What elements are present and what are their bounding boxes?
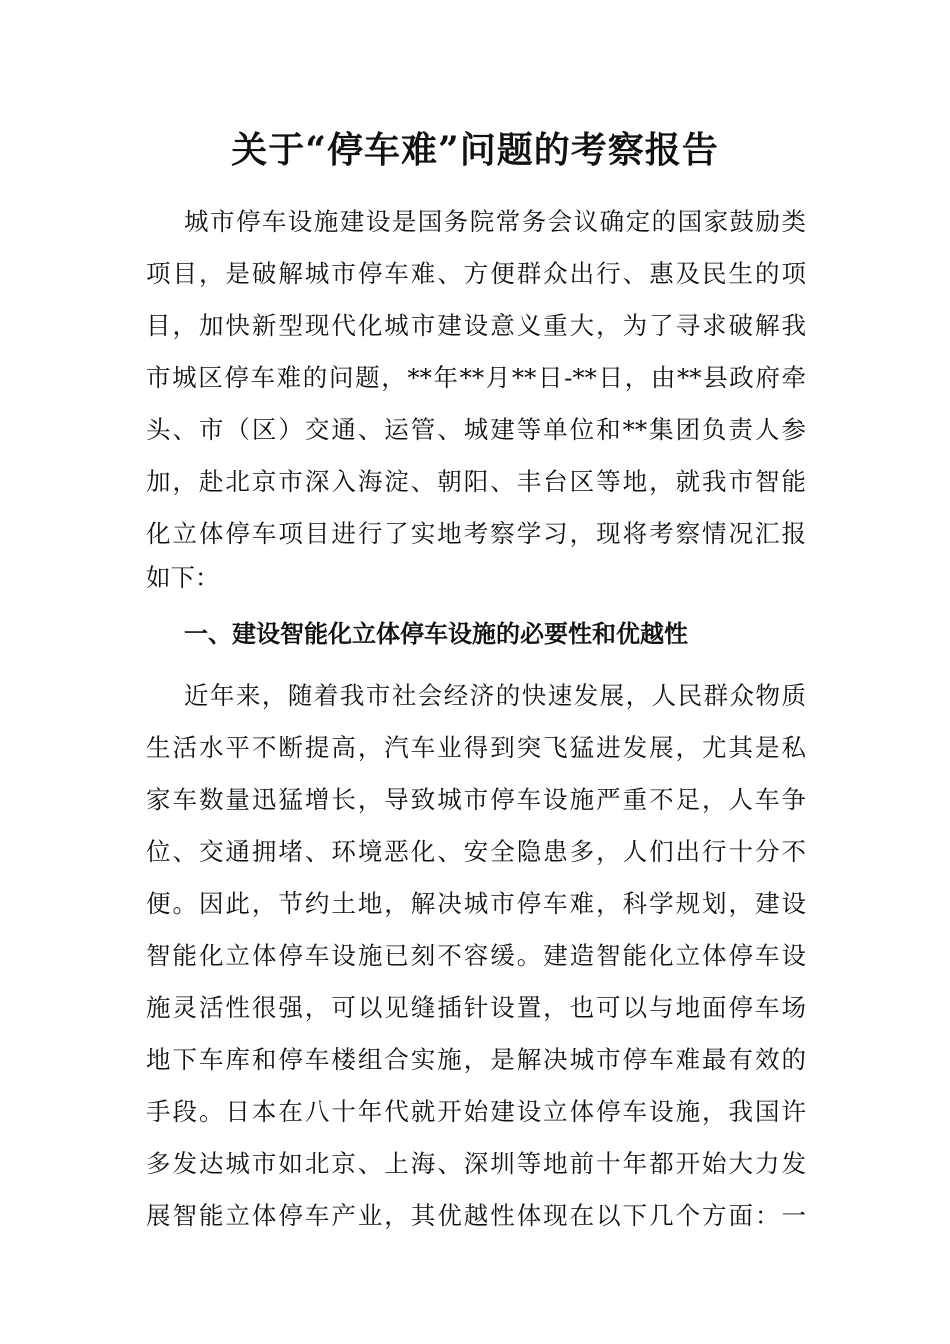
paragraph-line: 目，加快新型现代化城市建设意义重大，为了寻求破解我 <box>146 311 806 340</box>
paragraph-line: 展智能立体停车产业，其优越性体现在以下几个方面：一 <box>146 1201 806 1230</box>
paragraph-line: 项目，是破解城市停车难、方便群众出行、惠及民生的项 <box>146 259 806 288</box>
paragraph-line: 便。因此，节约土地，解决城市停车难，科学规划，建设 <box>146 889 806 918</box>
paragraph-line: 手段。日本在八十年代就开始建设立体停车设施，我国许 <box>146 1097 806 1126</box>
paragraph-line: 加，赴北京市深入海淀、朝阳、丰台区等地，就我市智能 <box>146 467 806 496</box>
document-title: 关于“停车难”问题的考察报告 <box>231 129 719 171</box>
paragraph-line: 位、交通拥堵、环境恶化、安全隐患多，人们出行十分不 <box>146 837 806 866</box>
paragraph-line: 智能化立体停车设施已刻不容缓。建造智能化立体停车设 <box>146 941 806 970</box>
paragraph-line: 城市停车设施建设是国务院常务会议确定的国家鼓励类 <box>184 207 806 236</box>
paragraph-line: 头、市（区）交通、运管、城建等单位和**集团负责人参 <box>146 415 806 444</box>
paragraph-line: 施灵活性很强，可以见缝插针设置，也可以与地面停车场 <box>146 993 806 1022</box>
paragraph-line: 化立体停车项目进行了实地考察学习，现将考察情况汇报 <box>146 519 806 548</box>
paragraph-line: 如下： <box>146 563 220 592</box>
paragraph-line: 多发达城市如北京、上海、深圳等地前十年都开始大力发 <box>146 1149 806 1178</box>
section-heading: 一、建设智能化立体停车设施的必要性和优越性 <box>184 620 688 648</box>
paragraph-line: 生活水平不断提高，汽车业得到突飞猛进发展，尤其是私 <box>146 733 806 762</box>
paragraph-line: 家车数量迅猛增长，导致城市停车设施严重不足，人车争 <box>146 785 806 814</box>
paragraph-line: 市城区停车难的问题，**年**月**日-**日，由**县政府牵 <box>146 363 806 392</box>
paragraph-line: 近年来，随着我市社会经济的快速发展，人民群众物质 <box>184 681 806 710</box>
paragraph-line: 地下车库和停车楼组合实施，是解决城市停车难最有效的 <box>146 1045 806 1074</box>
